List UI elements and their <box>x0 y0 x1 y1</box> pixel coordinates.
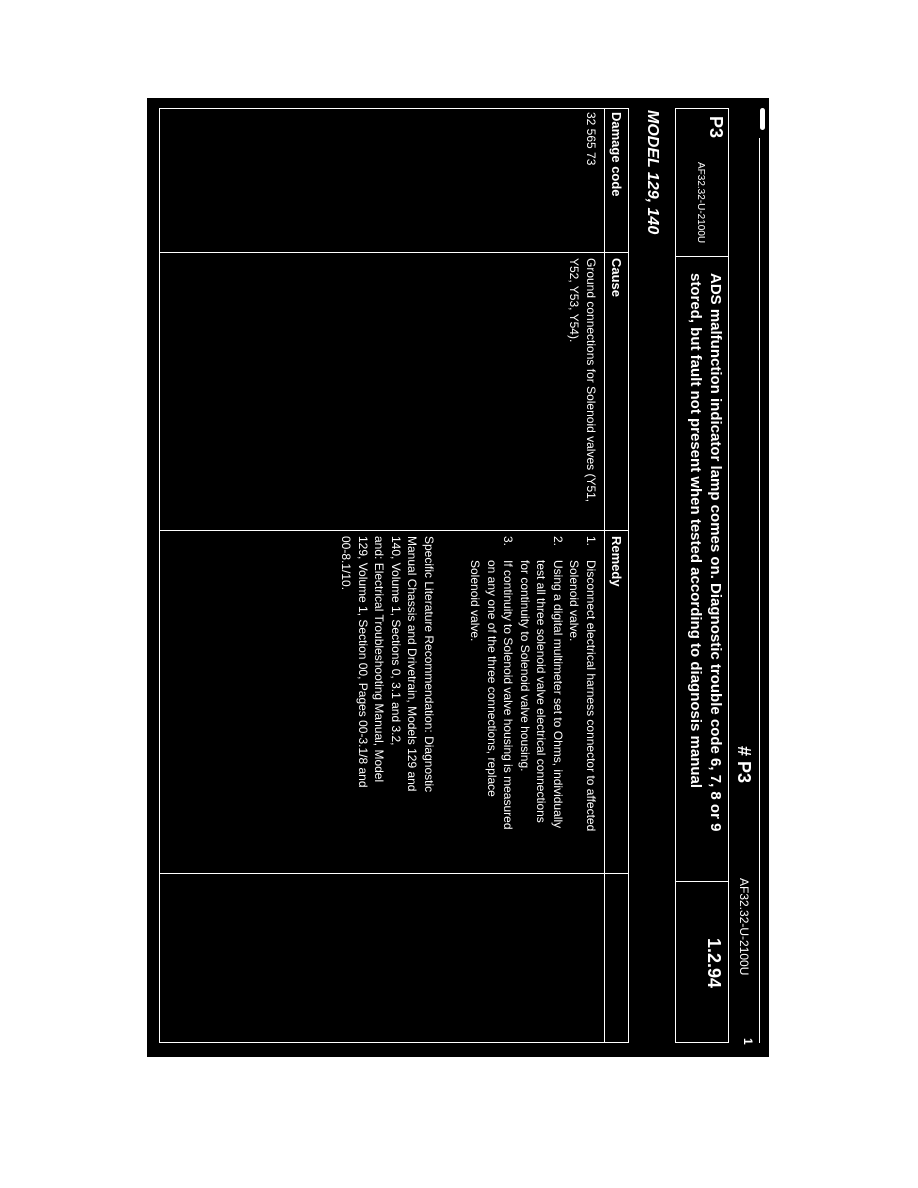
damage-code-value: 32 565 73 <box>584 112 598 166</box>
step-number: 3. <box>501 536 516 547</box>
issue-date: 1.2.94 <box>704 937 724 989</box>
header-code: # P3 <box>734 746 754 784</box>
remedy-step <box>517 536 567 836</box>
scanned-page-image <box>147 98 769 1057</box>
model-title: MODEL 129, 140 <box>644 110 661 235</box>
step-text: Using a digital multimeter set to Ohms, individually test all three solenoid valve electrical connections for continuity to Solenoid valve housing. <box>518 560 565 829</box>
fault-description-title: ADS malfunction indicator lamp comes on. Diagnostic trouble code 6, 7, 8 or 9 stored, but fault not present when tested according to diagnosis manual <box>687 273 724 832</box>
table-column-divider <box>159 252 629 253</box>
literature-text-continued: and: Electrical Troubleshooting Manual, Model 129, Volume 1, Section 00, Pages 00-3.1/8 and 00-8.1/10. <box>339 536 387 788</box>
header-document-code: AF32.32-U-2100U <box>737 878 751 976</box>
column-header-damage-code: Damage code <box>609 112 624 197</box>
cause-text: Ground connections for Solenoid valves (Y51, Y52, Y53, Y54). <box>567 258 598 503</box>
header-rule <box>759 138 760 1043</box>
hole-punch-mark <box>760 108 765 130</box>
table-column-divider <box>159 530 629 531</box>
table-column-divider <box>159 873 629 874</box>
column-header-remedy: Remedy <box>609 536 624 587</box>
literature-text: Specific Literature Recommendation: Diagnostic Manual Chassis and Drivetrain, Models 129 and 140, Volume 1, Sections 0, 3.1 and 3.2, <box>389 536 436 793</box>
step-text: If continuity to Solenoid valve housing is measured on any one of the three connections, replace Solenoid valve. <box>468 560 516 830</box>
page-number: 1 <box>741 1038 755 1045</box>
code-box-divider <box>675 881 729 882</box>
document-reference: AF32.32-U-2100U <box>695 162 706 244</box>
code-box-divider <box>675 256 729 257</box>
step-text: Disconnect electrical harness connector to affected Solenoid valve. <box>567 560 598 832</box>
rotated-document-page <box>147 98 769 1057</box>
remedy-step <box>566 536 599 836</box>
step-number: 1. <box>584 536 598 547</box>
literature-recommendation <box>338 536 437 806</box>
step-number: 2. <box>551 536 565 547</box>
remedy-steps <box>467 536 599 836</box>
column-header-cause: Cause <box>609 258 624 298</box>
remedy-step <box>467 536 517 836</box>
table-header-rule <box>604 108 605 1043</box>
trouble-code-label: P3 <box>706 115 726 139</box>
